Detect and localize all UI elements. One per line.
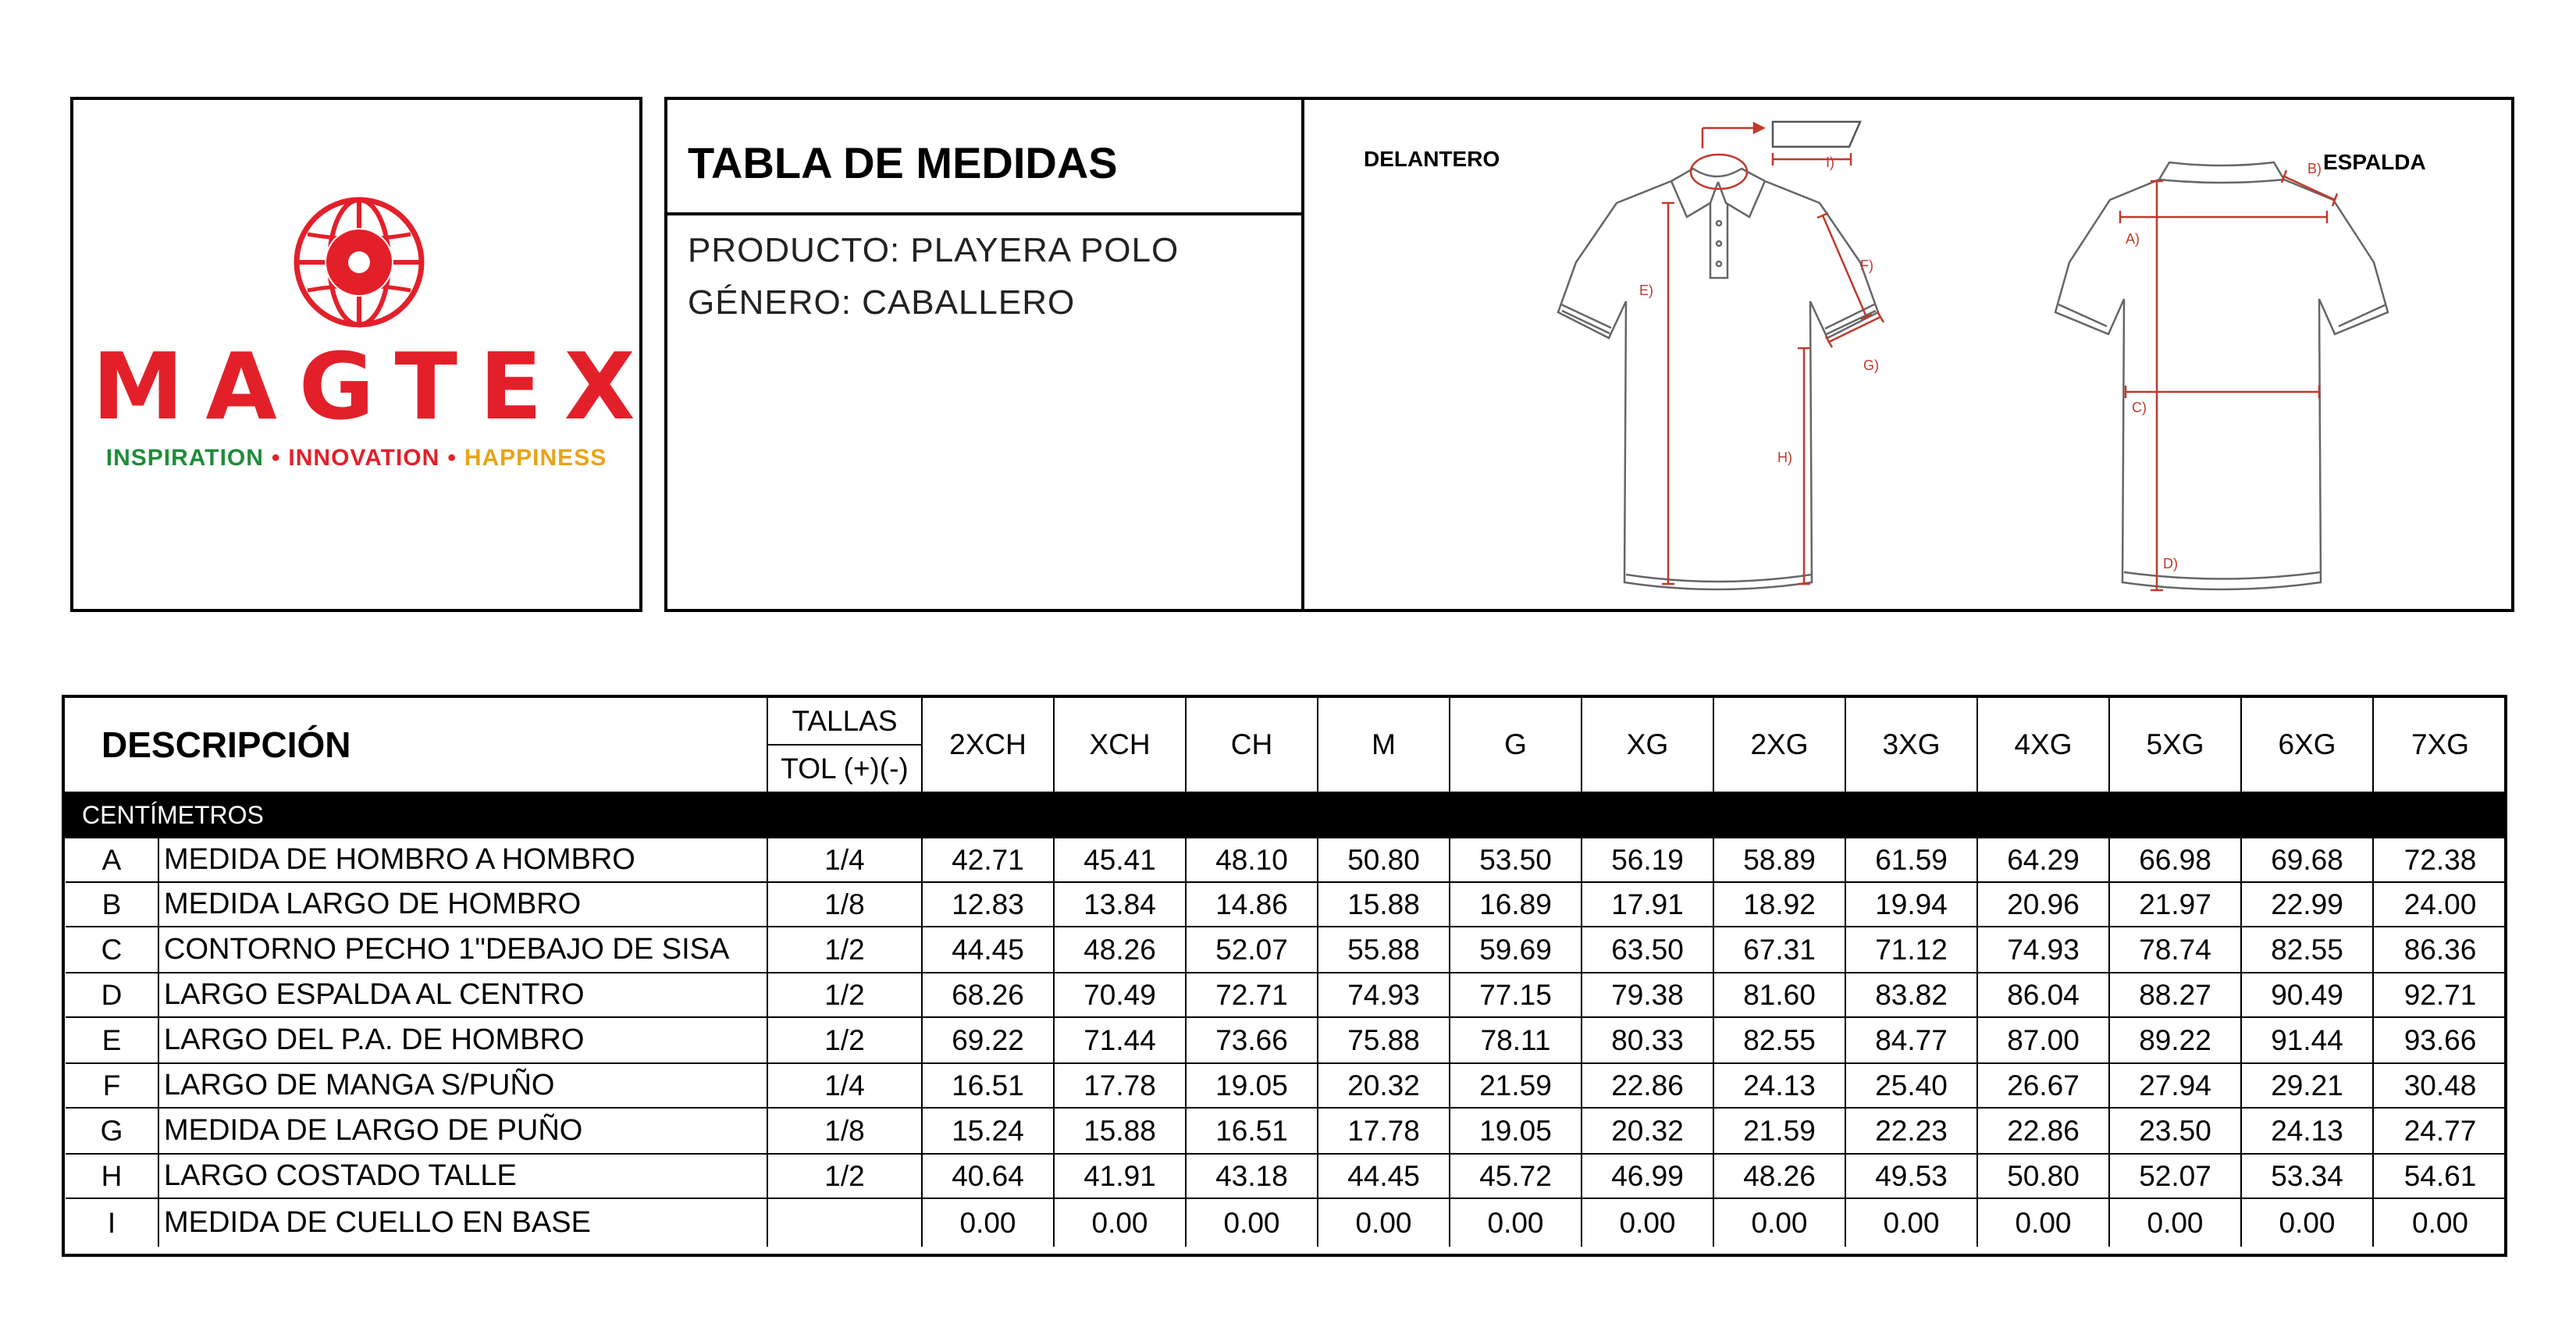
value-cell: 52.07 [1186,927,1318,973]
garment-diagram [1304,100,2511,609]
value-cell: 72.38 [2373,838,2507,882]
value-cell: 21.59 [1713,1108,1845,1154]
row-tolerance [767,1198,922,1247]
value-cell: 16.51 [922,1063,1054,1108]
brand-name: MAGTEX [92,333,657,440]
size-header-m: M [1318,698,1450,792]
value-cell: 49.53 [1845,1154,1977,1198]
unit-section-label: CENTÍMETROS [66,792,2507,838]
value-cell: 22.23 [1845,1108,1977,1154]
row-code: C [66,927,158,973]
tagline-inspiration: INSPIRATION [105,445,264,471]
row-description: MEDIDA DE CUELLO EN BASE [158,1198,767,1247]
value-cell: 18.92 [1713,882,1845,927]
table-header-row [66,698,2507,745]
value-cell: 30.48 [2373,1063,2507,1108]
row-code: G [66,1108,158,1154]
value-cell: 27.94 [2109,1063,2241,1108]
value-cell: 58.89 [1713,838,1845,882]
collar-detail [1773,122,1860,147]
value-cell: 22.86 [1977,1108,2109,1154]
value-cell: 66.98 [2109,838,2241,882]
tagline-separator: • [447,445,457,471]
title-cell [667,100,1304,215]
value-cell: 0.00 [2373,1198,2507,1247]
back-view-label: ESPALDA [2323,150,2426,174]
value-cell: 69.22 [922,1017,1054,1063]
product-gender: GÉNERO: CABALLERO [688,283,1076,322]
value-cell: 86.04 [1977,973,2109,1017]
row-description: LARGO ESPALDA AL CENTRO [158,973,767,1017]
value-cell: 0.00 [1582,1198,1713,1247]
table-row [66,973,2507,1017]
row-tolerance: 1/8 [767,1108,922,1154]
value-cell: 71.44 [1054,1017,1186,1063]
value-cell: 0.00 [1450,1198,1582,1247]
value-cell: 69.68 [2241,838,2373,882]
size-header-7xg: 7XG [2373,698,2507,792]
value-cell: 48.26 [1054,927,1186,973]
point-label-f: F) [1860,258,1873,273]
row-description: LARGO COSTADO TALLE [158,1154,767,1198]
value-cell: 87.00 [1977,1017,2109,1063]
value-cell: 67.31 [1713,927,1845,973]
value-cell: 19.05 [1186,1063,1318,1108]
tagline-separator: • [271,445,281,471]
value-cell: 73.66 [1186,1017,1318,1063]
value-cell: 46.99 [1582,1154,1713,1198]
value-cell: 44.45 [1318,1154,1450,1198]
value-cell: 45.41 [1054,838,1186,882]
value-cell: 15.88 [1318,882,1450,927]
back-measure-lines [2120,170,2337,590]
row-tolerance: 1/2 [767,1017,922,1063]
measurements-table [62,695,2507,1257]
product-info-cell [667,215,1304,612]
point-label-e: E) [1639,283,1653,298]
back-shirt [2055,162,2388,589]
value-cell: 53.50 [1450,838,1582,882]
row-code: D [66,973,158,1017]
value-cell: 13.84 [1054,882,1186,927]
value-cell: 64.29 [1977,838,2109,882]
size-header-2xch: 2XCH [922,698,1054,792]
value-cell: 54.61 [2373,1154,2507,1198]
value-cell: 26.67 [1977,1063,2109,1108]
value-cell: 79.38 [1582,973,1713,1017]
value-cell: 0.00 [2109,1198,2241,1247]
row-code: A [66,838,158,882]
point-label-b: B) [2307,161,2322,176]
row-code: H [66,1154,158,1198]
value-cell: 21.59 [1450,1063,1582,1108]
row-description: CONTORNO PECHO 1"DEBAJO DE SISA [158,927,767,973]
value-cell: 24.13 [1713,1063,1845,1108]
value-cell: 50.80 [1977,1154,2109,1198]
value-cell: 24.13 [2241,1108,2373,1154]
value-cell: 70.49 [1054,973,1186,1017]
size-header-xg: XG [1582,698,1713,792]
value-cell: 24.00 [2373,882,2507,927]
value-cell: 83.82 [1845,973,1977,1017]
size-header-3xg: 3XG [1845,698,1977,792]
value-cell: 80.33 [1582,1017,1713,1063]
row-description: LARGO DEL P.A. DE HOMBRO [158,1017,767,1063]
size-header-2xg: 2XG [1713,698,1845,792]
value-cell: 89.22 [2109,1017,2241,1063]
point-label-a: A) [2126,231,2140,247]
value-cell: 40.64 [922,1154,1054,1198]
value-cell: 19.94 [1845,882,1977,927]
size-header-6xg: 6XG [2241,698,2373,792]
description-header: DESCRIPCIÓN [66,698,767,792]
row-code: I [66,1198,158,1247]
value-cell: 0.00 [1186,1198,1318,1247]
value-cell: 93.66 [2373,1017,2507,1063]
point-label-d: D) [2163,556,2178,571]
value-cell: 84.77 [1845,1017,1977,1063]
tagline-innovation: INNOVATION [288,445,440,471]
polo-diagram-svg [1304,100,2511,609]
value-cell: 19.05 [1450,1108,1582,1154]
value-cell: 15.24 [922,1108,1054,1154]
value-cell: 81.60 [1713,973,1845,1017]
row-description: MEDIDA DE LARGO DE PUÑO [158,1108,767,1154]
row-code: B [66,882,158,927]
value-cell: 23.50 [2109,1108,2241,1154]
header-panel [664,97,2514,612]
table-row [66,882,2507,927]
value-cell: 48.10 [1186,838,1318,882]
table-row [66,1108,2507,1154]
value-cell: 29.21 [2241,1063,2373,1108]
product-name: PRODUCTO: PLAYERA POLO [688,231,1179,269]
value-cell: 20.32 [1318,1063,1450,1108]
size-header-xch: XCH [1054,698,1186,792]
value-cell: 14.86 [1186,882,1318,927]
value-cell: 21.97 [2109,882,2241,927]
row-description: MEDIDA DE HOMBRO A HOMBRO [158,838,767,882]
row-tolerance: 1/2 [767,1154,922,1198]
table-row [66,1198,2507,1247]
row-code: E [66,1017,158,1063]
size-header-ch: CH [1186,698,1318,792]
value-cell: 25.40 [1845,1063,1977,1108]
value-cell: 20.96 [1977,882,2109,927]
point-label-i: I) [1826,155,1834,170]
value-cell: 63.50 [1582,927,1713,973]
value-cell: 74.93 [1318,973,1450,1017]
point-label-c: C) [2132,400,2147,415]
table-row [66,1063,2507,1108]
size-chart-table [65,698,2507,1247]
value-cell: 22.99 [2241,882,2373,927]
value-cell: 41.91 [1054,1154,1186,1198]
value-cell: 56.19 [1582,838,1713,882]
logo-panel [70,97,657,612]
value-cell: 59.69 [1450,927,1582,973]
tolerance-header: TOL (+)(-) [767,745,922,792]
value-cell: 43.18 [1186,1154,1318,1198]
table-row [66,1017,2507,1063]
row-code: F [66,1063,158,1108]
value-cell: 17.91 [1582,882,1713,927]
value-cell: 0.00 [922,1198,1054,1247]
value-cell: 68.26 [922,973,1054,1017]
front-measure-lines [1662,123,1884,584]
row-tolerance: 1/8 [767,882,922,927]
value-cell: 72.71 [1186,973,1318,1017]
value-cell: 91.44 [2241,1017,2373,1063]
value-cell: 82.55 [1713,1017,1845,1063]
value-cell: 42.71 [922,838,1054,882]
value-cell: 17.78 [1318,1108,1450,1154]
value-cell: 15.88 [1054,1108,1186,1154]
table-row [66,838,2507,882]
row-tolerance: 1/4 [767,838,922,882]
value-cell: 92.71 [2373,973,2507,1017]
value-cell: 0.00 [1713,1198,1845,1247]
value-cell: 53.34 [2241,1154,2373,1198]
value-cell: 71.12 [1845,927,1977,973]
value-cell: 75.88 [1318,1017,1450,1063]
value-cell: 17.78 [1054,1063,1186,1108]
row-tolerance: 1/2 [767,973,922,1017]
page-title: TABLA DE MEDIDAS [688,138,1118,187]
value-cell: 0.00 [2241,1198,2373,1247]
value-cell: 77.15 [1450,973,1582,1017]
row-description: LARGO DE MANGA S/PUÑO [158,1063,767,1108]
value-cell: 82.55 [2241,927,2373,973]
size-header-5xg: 5XG [2109,698,2241,792]
front-view-label: DELANTERO [1364,147,1500,171]
value-cell: 48.26 [1713,1154,1845,1198]
value-cell: 55.88 [1318,927,1450,973]
value-cell: 52.07 [2109,1154,2241,1198]
value-cell: 16.51 [1186,1108,1318,1154]
table-row [66,927,2507,973]
value-cell: 24.77 [2373,1108,2507,1154]
table-row [66,1154,2507,1198]
value-cell: 0.00 [1845,1198,1977,1247]
size-header-4xg: 4XG [1977,698,2109,792]
row-tolerance: 1/2 [767,927,922,973]
value-cell: 0.00 [1318,1198,1450,1247]
value-cell: 0.00 [1977,1198,2109,1247]
tagline-happiness: HAPPINESS [464,445,607,471]
globe-logo-icon [292,195,426,329]
value-cell: 22.86 [1582,1063,1713,1108]
value-cell: 78.11 [1450,1017,1582,1063]
size-header-g: G [1450,698,1582,792]
unit-section-row [66,792,2507,838]
value-cell: 50.80 [1318,838,1450,882]
point-label-h: H) [1777,450,1792,465]
row-description: MEDIDA LARGO DE HOMBRO [158,882,767,927]
value-cell: 86.36 [2373,927,2507,973]
value-cell: 45.72 [1450,1154,1582,1198]
value-cell: 61.59 [1845,838,1977,882]
row-tolerance: 1/4 [767,1063,922,1108]
value-cell: 88.27 [2109,973,2241,1017]
value-cell: 20.32 [1582,1108,1713,1154]
value-cell: 78.74 [2109,927,2241,973]
value-cell: 90.49 [2241,973,2373,1017]
brand-tagline [73,445,639,472]
value-cell: 44.45 [922,927,1054,973]
value-cell: 12.83 [922,882,1054,927]
point-label-g: G) [1863,358,1879,373]
sizes-header: TALLAS [767,698,922,745]
value-cell: 16.89 [1450,882,1582,927]
value-cell: 0.00 [1054,1198,1186,1247]
value-cell: 74.93 [1977,927,2109,973]
